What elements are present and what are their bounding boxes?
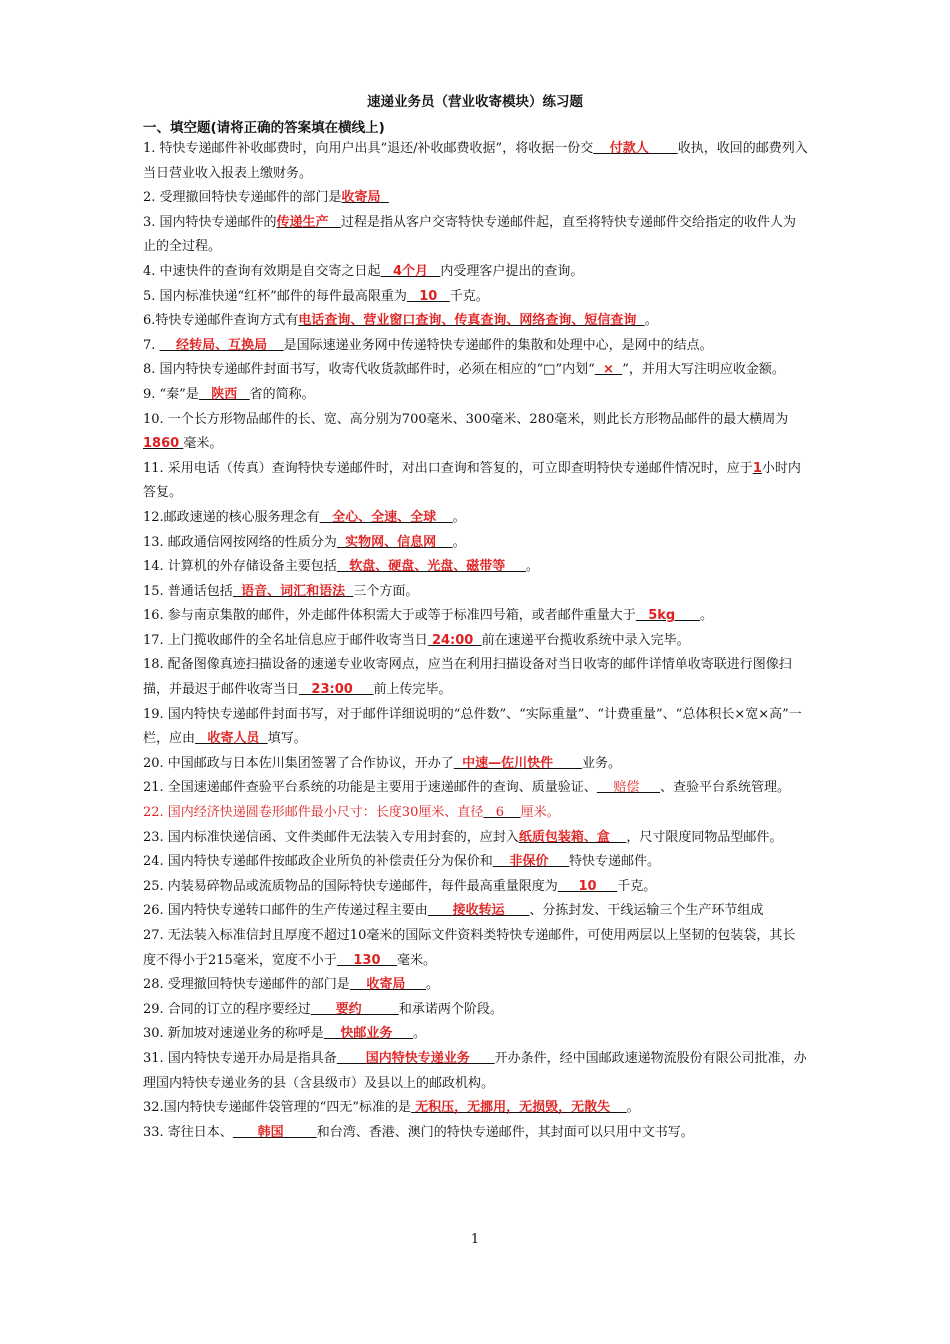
answer-blank [195, 731, 268, 746]
answer-blank [558, 879, 617, 894]
answer-text: 1860 [143, 436, 180, 452]
question-text: 11. 采用电话（传真）查询特快专递邮件时，对出口查询和答复的，可立即查明特快专递邮件情况时，应于 [143, 460, 753, 476]
answer-text: 电话查询、营业窗口查询、传真查询、网络查询、短信查询 [298, 313, 637, 329]
question-text-after: 是国际速递业务网中传递特快专递邮件的集散和处理中心，是网中的结点。 [283, 337, 713, 353]
question-text: 16. 参与南京集散的邮件，外走邮件体积需大于或等于标准四号箱，或者邮件重量大于 [143, 608, 636, 624]
answer-text: 1 [752, 460, 762, 476]
question-text-after: 。 [426, 977, 440, 993]
question-text: 30. 新加坡对速递业务的称呼是 [143, 1026, 324, 1042]
question-list [143, 137, 808, 1145]
answer-text: 陕西 [211, 386, 238, 402]
answer-blank [428, 903, 530, 918]
answer-blank [593, 141, 677, 156]
answer-blank [337, 953, 397, 968]
answer-text: 无积压，无挪用，无损毁，无散失 [415, 1100, 611, 1116]
question-text: 10. 一个长方形物品邮件的长、宽、高分别为700毫米、300毫米、280毫米，则此长方形物品邮件的最大横周为 [143, 411, 789, 427]
question-text: 12.邮政速递的核心服务理念有 [143, 509, 320, 525]
question-item [143, 137, 808, 186]
answer-text: 快邮业务 [340, 1026, 393, 1042]
question-text-after: 前在速递平台揽收系统中录入完毕。 [481, 632, 690, 648]
question-item [143, 899, 808, 924]
question-item [143, 383, 808, 408]
question-item [143, 309, 808, 334]
answer-text: × [603, 362, 614, 378]
answer-text: 接收转运 [452, 903, 505, 919]
question-text: 2. 受理撤回特快专递邮件的部门是 [143, 190, 342, 206]
question-item [143, 1047, 808, 1096]
question-text-after: ，尺寸限度同物品型邮件。 [626, 829, 783, 845]
answer-blank [337, 559, 526, 574]
question-text-after: 厘米。 [520, 805, 560, 821]
question-text: 4. 中速快件的查询有效期是自交寄之日起 [143, 263, 381, 279]
question-text-after: 。 [626, 1100, 640, 1116]
answer-text: 实物网、信息网 [345, 534, 437, 550]
question-item [143, 875, 808, 900]
document-title: 速递业务员（营业收寄模块）练习题 [367, 94, 583, 110]
question-item [143, 998, 808, 1023]
answer-text: 非保价 [509, 854, 549, 870]
answer-blank [597, 780, 660, 795]
page-number: 1 [470, 1232, 480, 1247]
answer-blank [299, 682, 373, 697]
question-text-after: 前上传完毕。 [373, 682, 452, 698]
question-text-after: 省的简称。 [249, 386, 315, 402]
question-item [143, 1096, 808, 1121]
question-text-after: 。 [452, 534, 466, 550]
question-item [143, 358, 808, 383]
answer-blank [324, 1026, 413, 1041]
question-item [143, 826, 808, 851]
answer-blank [636, 608, 700, 623]
question-item [143, 260, 808, 285]
question-text-after: 。 [644, 313, 658, 329]
answer-blank [337, 1051, 495, 1066]
question-text-after: 和承诺两个阶段。 [398, 1001, 503, 1017]
answer-blank [298, 313, 644, 328]
answer-blank [483, 805, 520, 820]
question-text: 28. 受理撤回特快专递邮件的部门是 [143, 977, 350, 993]
question-text: 21. 全国速递邮件查验平台系统的功能是主要用于速递邮件的查询、质量验证、 [143, 780, 597, 796]
answer-text: 国内特快专递业务 [365, 1050, 470, 1066]
answer-text: 收寄局 [366, 977, 406, 993]
answer-blank [160, 338, 284, 353]
answer-text: 收寄人员 [207, 731, 260, 747]
answer-text: 6 [495, 805, 505, 821]
question-item [143, 752, 808, 777]
answer-text: 要约 [335, 1001, 362, 1017]
question-item [143, 531, 808, 556]
question-item [143, 285, 808, 310]
question-text: 25. 内装易碎物品或流质物品的国际特快专递邮件，每件最高重量限度为 [143, 878, 558, 894]
question-item [143, 334, 808, 359]
answer-blank [428, 633, 482, 648]
question-item [143, 801, 808, 826]
question-text-after: 、查验平台系统管理。 [660, 780, 791, 796]
question-text: 15. 普通话包括 [143, 583, 233, 599]
question-item [143, 186, 808, 211]
answer-blank [350, 977, 426, 992]
question-item [143, 211, 808, 260]
question-text-after: 业务。 [582, 755, 622, 771]
answer-blank [493, 854, 569, 869]
question-text: 17. 上门揽收邮件的全名址信息应于邮件收寄当日 [143, 632, 428, 648]
answer-blank [595, 362, 622, 377]
question-item [143, 408, 808, 457]
question-text-after: 。 [452, 509, 466, 525]
question-text-after: 毫米。 [397, 952, 437, 968]
question-text-after: 开办条件，经中国邮政速递物流股份有限公司批准，办理国内特快专递业务的县（含县级市）及县以上的邮政机构。 [143, 1050, 807, 1091]
question-item [143, 850, 808, 875]
question-item [143, 580, 808, 605]
question-text: 22. 国内经济快递圆卷形邮件最小尺寸：长度30厘米、直径 [143, 805, 484, 821]
question-item [143, 506, 808, 531]
answer-text: 中速—佐川快件 [462, 755, 554, 771]
question-text: 6.特快专递邮件查询方式有 [143, 313, 299, 329]
question-text-after: 千克。 [449, 288, 489, 304]
question-text-after: 千克。 [617, 878, 657, 894]
question-text-after: 。 [413, 1026, 427, 1042]
question-text-after: 、分拣封发、干线运输三个生产环节组成 [529, 903, 764, 919]
question-item [143, 776, 808, 801]
question-text: 1. 特快专递邮件补收邮费时，向用户出具“退还/补收邮费收据”，将收据一份交 [143, 141, 594, 156]
question-text-after: 过程是指从客户交寄特快专递邮件起，直至将特快专递邮件交给指定的收件人为止的全过程。 [143, 214, 796, 255]
answer-text: 全心、全速、全球 [332, 509, 437, 525]
answer-text: 纸质包装箱、盒 [518, 829, 610, 845]
question-text: 7. [143, 337, 160, 353]
question-text: 13. 邮政通信网按网络的性质分为 [143, 534, 337, 550]
question-item [143, 653, 808, 702]
question-text: 24. 国内特快专递邮件按邮政企业所负的补偿责任分为保价和 [143, 854, 493, 870]
question-item [143, 1121, 808, 1146]
answer-blank [753, 461, 762, 476]
question-text: 14. 计算机的外存储设备主要包括 [143, 559, 337, 575]
question-text-after: ”，并用大写注明应收金额。 [622, 362, 785, 378]
question-text-after: 毫米。 [183, 436, 223, 452]
question-text: 32.国内特快专递邮件袋管理的“四无”标准的是 [143, 1100, 411, 1116]
answer-blank [342, 190, 389, 205]
question-text: 26. 国内特快专递转口邮件的生产传递过程主要由 [143, 903, 428, 919]
question-text-after: 。 [525, 559, 539, 575]
question-text-after: 。 [700, 608, 714, 624]
answer-text: 赔偿 [613, 780, 640, 796]
answer-blank [311, 1002, 399, 1017]
answer-blank [454, 756, 582, 771]
question-item [143, 604, 808, 629]
answer-blank [337, 535, 453, 550]
answer-blank [320, 510, 453, 525]
answer-text: 传递生产 [276, 214, 329, 230]
question-text-after: 和台湾、香港、澳门的特快专递邮件，其封面可以只用中文书写。 [316, 1124, 694, 1140]
answer-text: 韩国 [257, 1124, 284, 1140]
question-text: 31. 国内特快专递开办局是指具备 [143, 1050, 337, 1066]
question-text: 5. 国内标准快递“红杯”邮件的每件最高限重为 [143, 288, 407, 304]
answer-blank [233, 584, 354, 599]
answer-blank [519, 830, 627, 845]
question-text: 23. 国内标准快递信函、文件类邮件无法装入专用封套的，应封入 [143, 829, 519, 845]
question-text-after: 填写。 [267, 731, 307, 747]
answer-text: 软盘、硬盘、光盘、磁带等 [349, 559, 506, 575]
question-text-after: 三个方面。 [353, 583, 419, 599]
answer-blank [233, 1125, 317, 1140]
answer-blank [143, 436, 183, 451]
answer-text: 24:00 [431, 632, 474, 648]
question-item [143, 924, 808, 973]
answer-text: 收寄局 [341, 190, 381, 206]
question-item [143, 973, 808, 998]
question-text: 20. 中国邮政与日本佐川集团签署了合作协议，开办了 [143, 755, 454, 771]
answer-text: 付款人 [609, 141, 649, 156]
question-item [143, 555, 808, 580]
answer-text: 10 [419, 288, 438, 304]
question-text: 19. 国内特快专递邮件封面书写，对于邮件详细说明的“总件数”、“实际重量”、“计费重量”、“总体积长×宽×高”一栏，应由 [143, 706, 802, 747]
answer-blank [407, 289, 450, 304]
question-text: 8. 国内特快专递邮件封面书写，收寄代收货款邮件时，必须在相应的“□”内划“ [143, 362, 595, 378]
question-text-after: 小时内答复。 [143, 460, 801, 501]
question-item [143, 629, 808, 654]
answer-blank [381, 264, 441, 279]
question-text-after: 收执，收回的邮费列入当日营业收入报表上缴财务。 [143, 141, 808, 181]
answer-text: 语音、词汇和语法 [241, 583, 346, 599]
answer-blank [277, 215, 341, 230]
answer-text: 经转局、互换局 [176, 337, 268, 353]
question-text-after: 内受理客户提出的查询。 [440, 263, 584, 279]
answer-blank [411, 1100, 627, 1115]
question-text: 3. 国内特快专递邮件的 [143, 214, 277, 230]
question-item [143, 457, 808, 506]
question-text: 18. 配备图像真迹扫描设备的速递专业收寄网点，应当在利用扫描设备对当日收寄的邮件详情单收寄联进行图像扫描，并最迟于邮件收寄当日 [143, 657, 792, 698]
section-heading: 一、填空题(请将正确的答案填在横线上) [143, 120, 385, 136]
question-text: 27. 无法装入标准信封且厚度不超过10毫米的国际文件资料类特快专递邮件，可使用两层以上坚韧的包装袋，其长度不得小于215毫米，宽度不小于 [143, 928, 796, 968]
question-text-after: 特快专递邮件。 [569, 854, 661, 870]
answer-text: 4个月 [392, 263, 428, 279]
question-item [143, 703, 808, 752]
answer-text: 10 [578, 878, 597, 894]
question-text: 29. 合同的订立的程序要经过 [143, 1001, 311, 1017]
answer-text: 23:00 [311, 682, 353, 698]
answer-text: 130 [353, 952, 381, 968]
question-text: 9. “秦”是 [143, 386, 199, 402]
question-item [143, 1022, 808, 1047]
answer-text: 5kg [648, 608, 676, 624]
question-text: 33. 寄往日本、 [143, 1124, 233, 1140]
answer-blank [199, 387, 250, 402]
